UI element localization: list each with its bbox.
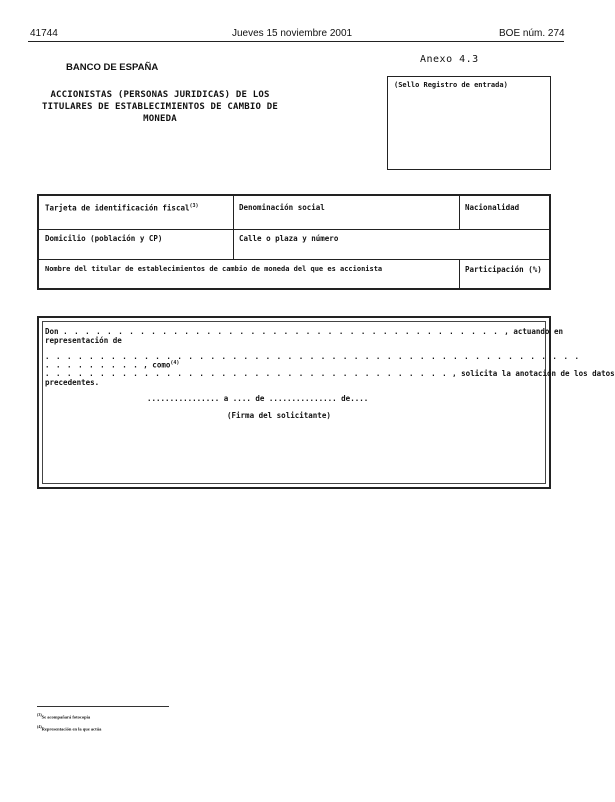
nationality-field[interactable]: Nacionalidad [465, 203, 520, 212]
table-col-divider [459, 196, 460, 229]
declaration-line-name[interactable] [45, 327, 563, 336]
bulletin-number: BOE núm. 274 [499, 28, 565, 39]
footnote-ref: (3) [189, 203, 199, 209]
address-field[interactable]: Domicilio (población y CP) [45, 234, 163, 243]
don-label: Don [45, 327, 59, 336]
footnote-mark: (3) [37, 712, 42, 717]
declaration-line-representation: representación de [45, 336, 122, 345]
publication-date: Jueves 15 noviembre 2001 [232, 28, 353, 39]
footnote-ref: (4) [170, 360, 180, 366]
acting-label: , actuando en [504, 327, 563, 336]
dot-leader: . . . . . . . . . [45, 360, 139, 370]
applicant-signature-label: (Firma del solicitante) [227, 411, 331, 420]
tax-id-label: Tarjeta de identificación fiscal [45, 203, 190, 213]
form-title [30, 89, 290, 125]
declaration-line-request[interactable] [45, 369, 615, 378]
place-date-line[interactable]: ................ a .... de ............... de.... [147, 394, 369, 403]
form-title-line: ACCIONISTAS (PERSONAS JURIDICAS) DE LOS [50, 90, 270, 100]
tax-id-field[interactable] [45, 203, 199, 213]
header-rule [28, 41, 564, 42]
exchange-holder-field[interactable]: Nombre del titular de establecimientos de cambio de moneda del que es accionista [45, 265, 383, 273]
form-title-line: MONEDA [143, 114, 177, 124]
dot-leader: . . . . . . . . . . . . . . . . . . . . . . . . . . . . . . . . . . . . . . . . [63, 327, 505, 336]
footnote-3 [37, 712, 90, 720]
bank-name: BANCO DE ESPAÑA [66, 62, 159, 73]
table-col-divider [233, 196, 234, 259]
dot-leader: . . . . . . . . . . . . . . . . . . . . . . . . . . . . . . . . . . . . . . . . . . . . . . . . . [45, 352, 580, 361]
page-number: 41744 [30, 28, 58, 39]
declaration-box [37, 316, 615, 489]
table-col-divider [459, 259, 460, 288]
as-label: , como [143, 360, 171, 370]
footnote-text: Representación en la que actúa [41, 726, 102, 732]
street-field[interactable]: Calle o plaza y número [239, 234, 339, 243]
request-label: , solicita la anotación de los datos [452, 369, 615, 378]
declaration-line-preceding: precedentes. [45, 378, 100, 387]
footnote-4 [37, 724, 101, 732]
footnote-text: Se acompañará fotocopia [41, 714, 91, 720]
participation-field[interactable]: Participación (%) [465, 265, 542, 274]
table-row-divider [39, 229, 549, 230]
footnote-rule [37, 706, 169, 707]
company-name-field[interactable]: Denominación social [239, 203, 325, 212]
identification-table [37, 194, 551, 290]
dot-leader: . . . . . . . . . . . . . . . . . . . . . . . . . . . . . . . . . . . . . [45, 369, 448, 378]
footnote-mark: (4) [37, 724, 42, 729]
annex-label: Anexo 4.3 [420, 54, 479, 65]
registry-stamp-box [387, 76, 551, 170]
table-row-divider [39, 259, 549, 260]
stamp-label: (Sello Registro de entrada) [394, 81, 508, 89]
form-title-line: TITULARES DE ESTABLECIMIENTOS DE CAMBIO DE [42, 102, 278, 112]
